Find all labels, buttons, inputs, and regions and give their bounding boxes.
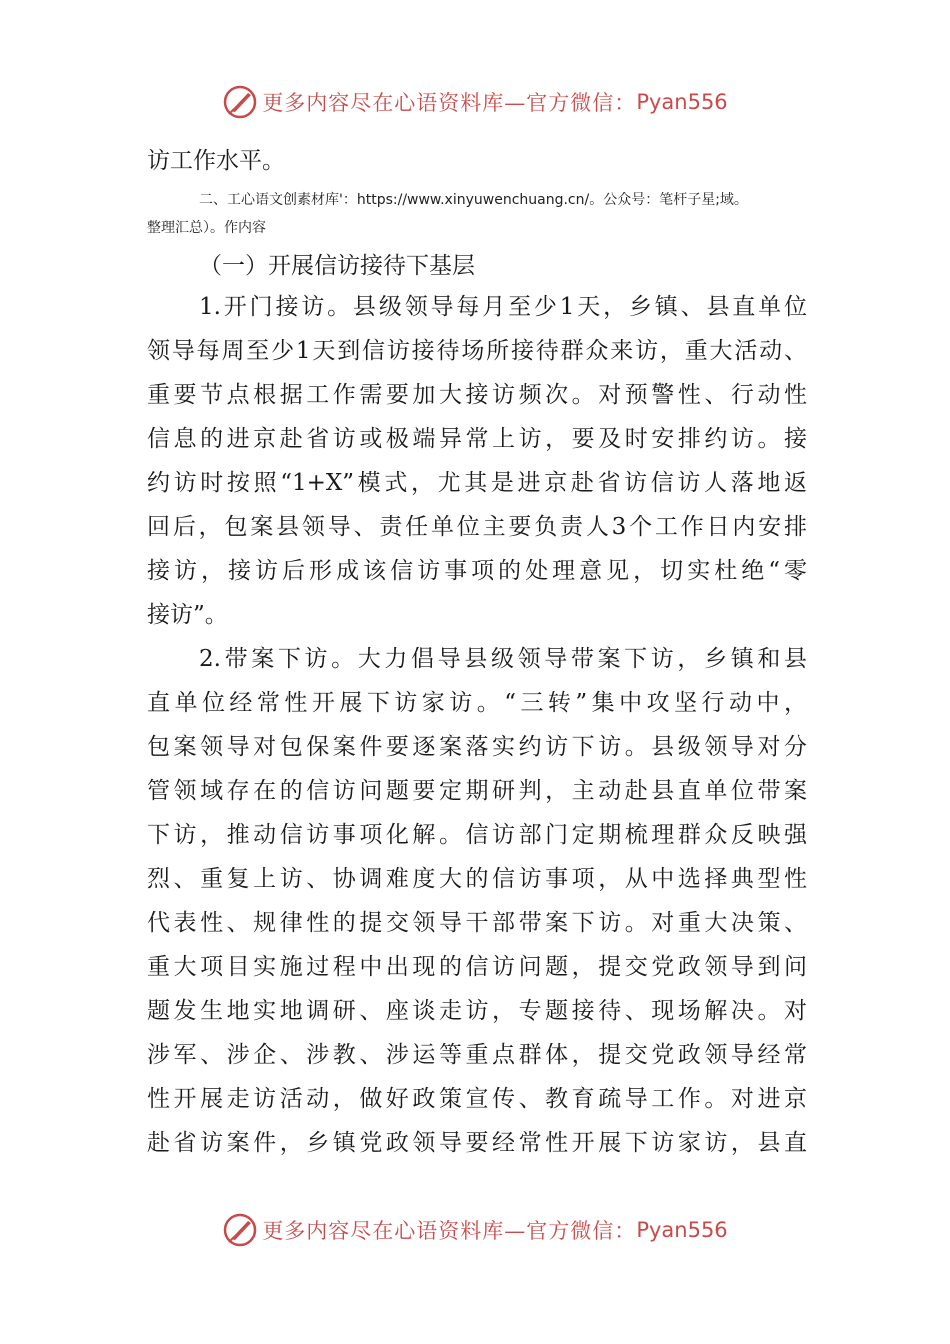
section-note-line-2: 整理汇总）。作内容 — [147, 220, 266, 236]
header-banner-text: 更多内容尽在心语资料库—官方微信： — [262, 91, 637, 115]
para2-line: 包案领导对包保案件要逐案落实约访下访。县级领导对分 — [147, 734, 807, 760]
para1-line: 重要节点根据工作需要加大接访频次。对预警性、行动性 — [147, 382, 807, 408]
para1-line: 领导每周至少1天到信访接待场所接待群众来访，重大活动、 — [147, 338, 807, 364]
footer-banner — [0, 1210, 950, 1250]
para1-line: 回后，包案县领导、责任单位主要负责人3个工作日内安排 — [147, 514, 807, 540]
section-note-line-1: 二、工心语文创素材库'：https://www.xinyuwenchuang.cn/。公众号：笔杆子星;域。 — [199, 192, 748, 208]
para1-line: 接访，接访后形成该信访事项的处理意见，切实杜绝“零 — [147, 558, 807, 584]
subheading: （一）开展信访接待下基层 — [199, 253, 475, 279]
para1-line: 信息的进京赴省访或极端异常上访，要及时安排约访。接 — [147, 426, 807, 452]
para2-line: 直单位经常性开展下访家访。“三转”集中攻坚行动中， — [147, 690, 807, 716]
para2-line: 代表性、规律性的提交领导干部带案下访。对重大决策、 — [147, 910, 807, 936]
para2-line: 重大项目实施过程中出现的信访问题，提交党政领导到问 — [147, 954, 807, 980]
footer-banner-text: 更多内容尽在心语资料库—官方微信： — [262, 1219, 637, 1243]
para2-line: 烈、重复上访、协调难度大的信访事项，从中选择典型性 — [147, 866, 807, 892]
para2-line: 下访，推动信访事项化解。信访部门定期梳理群众反映强 — [147, 822, 807, 848]
para2-line: 题发生地实地调研、座谈走访，专题接待、现场解决。对 — [147, 998, 807, 1024]
para1-line: 约访时按照“1+X”模式，尤其是进京赴省访信访人落地返 — [147, 470, 807, 496]
para2-line: 性开展走访活动，做好政策宣传、教育疏导工作。对进京 — [147, 1086, 807, 1112]
quill-logo-icon — [222, 1212, 258, 1248]
para2-line: 2.带案下访。大力倡导县级领导带案下访，乡镇和县 — [199, 646, 807, 672]
para2-line: 赴省访案件，乡镇党政领导要经常性开展下访家访，县直 — [147, 1130, 807, 1156]
para2-line: 管领域存在的信访问题要定期研判，主动赴县直单位带案 — [147, 778, 807, 804]
para2-line: 涉军、涉企、涉教、涉运等重点群体，提交党政领导经常 — [147, 1042, 807, 1068]
header-banner — [0, 82, 950, 122]
para1-line: 接访”。 — [147, 602, 228, 628]
quill-logo-icon — [222, 84, 258, 120]
continuation-line: 访工作水平。 — [147, 148, 285, 174]
footer-wechat-id: Pyan556 — [636, 1218, 728, 1242]
para1-line: 1.开门接访。县级领导每月至少1天，乡镇、县直单位 — [199, 294, 807, 320]
header-wechat-id: Pyan556 — [636, 90, 728, 114]
